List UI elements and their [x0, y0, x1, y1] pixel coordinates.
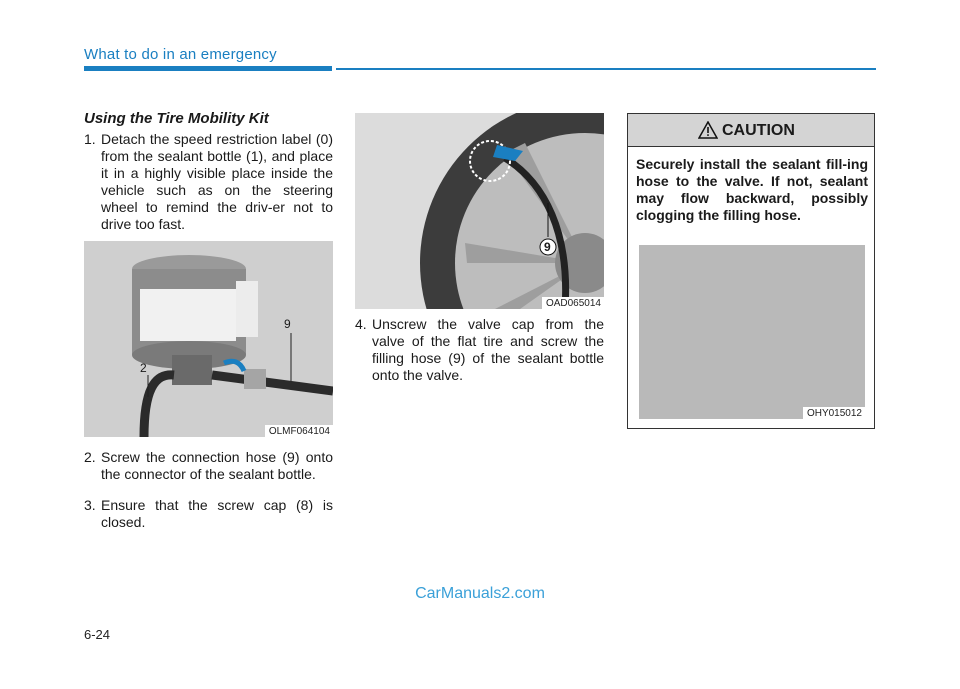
page-number: 6-24 [84, 627, 111, 642]
step-text: Screw the connection hose (9) onto the connector of the sealant bottle. [101, 449, 333, 482]
step-text: Detach the speed restriction label (0) from the sealant bottle (1), and place it in a highly visible place inside the vehicle such as on the steering wheel to remind the driv-er not to drive too fast. [101, 131, 333, 232]
step-text: Ensure that the screw cap (8) is closed. [101, 497, 333, 530]
step-text: Unscrew the valve cap from the valve of the flat tire and screw the filling hose (9) of the sealant bottle onto the valve. [372, 316, 604, 383]
step-number: 4. [355, 316, 367, 332]
callout-9: 9 [544, 240, 551, 254]
callout-9: 9 [284, 317, 291, 331]
caution-label: CAUTION [722, 122, 795, 139]
step-number: 2. [84, 449, 96, 465]
figure-code: OLMF064104 [265, 425, 333, 437]
figure-code: OAD065014 [542, 297, 604, 309]
subsection-heading: Using the Tire Mobility Kit [84, 110, 269, 127]
tire-valve-figure [355, 113, 604, 309]
caution-text: Securely install the sealant fill-ing hose to the valve. If not, sealant may flow backward, possibly clogging the filling hose. [636, 156, 868, 223]
step-4 [355, 316, 604, 384]
sealant-bottle-illustration [84, 241, 333, 437]
tire-valve-illustration [355, 113, 604, 309]
header-rule-thin [336, 68, 876, 70]
step-2 [84, 449, 333, 483]
sealant-bottle-figure [84, 241, 333, 437]
step-number: 1. [84, 131, 96, 147]
step-3 [84, 497, 333, 531]
caution-figure [639, 245, 865, 419]
watermark-link[interactable]: CarManuals2.com [415, 585, 545, 602]
step-number: 3. [84, 497, 96, 513]
step-1 [84, 131, 333, 233]
callout-2: 2 [140, 361, 147, 375]
caution-box [627, 113, 875, 429]
figure-code: OHY015012 [803, 407, 865, 419]
section-title: What to do in an emergency [84, 46, 277, 63]
header-rule-thick [84, 66, 332, 71]
warning-triangle-icon [698, 121, 718, 139]
caution-header [628, 114, 874, 147]
